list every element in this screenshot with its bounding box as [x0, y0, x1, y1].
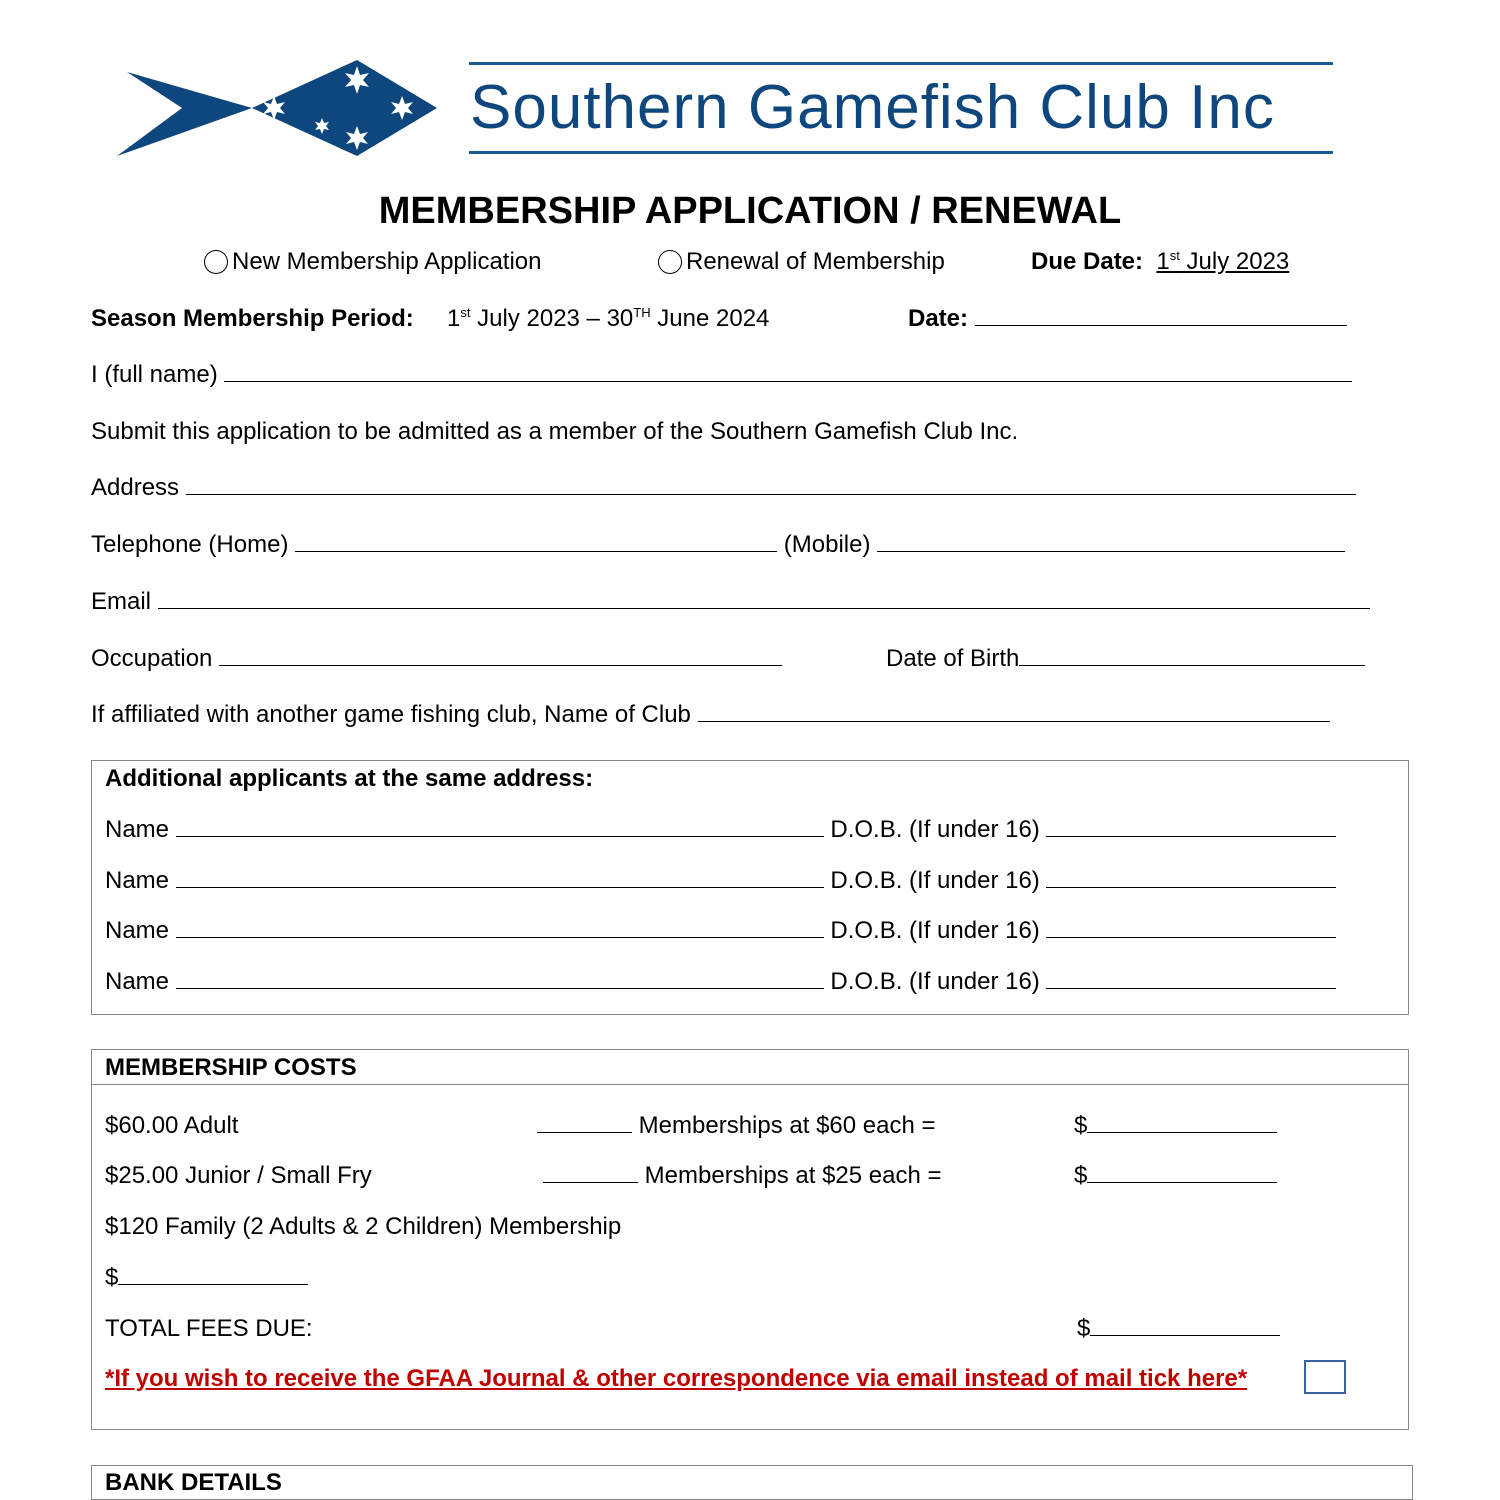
- due-date: [1031, 248, 1289, 276]
- family-amount-input[interactable]: [118, 1264, 308, 1285]
- dob-field[interactable]: Date of Birth: [886, 645, 1365, 673]
- date-field[interactable]: [908, 305, 1347, 333]
- additional-row[interactable]: Name D.O.B. (If under 16): [105, 968, 1336, 996]
- junior-qty-input[interactable]: [543, 1162, 638, 1183]
- junior-amount-input[interactable]: [1087, 1162, 1277, 1183]
- email-notice: *If you wish to receive the GFAA Journal & other correspondence via email instead of mail tick here*: [105, 1365, 1248, 1392]
- renewal-label: Renewal of Membership: [686, 248, 945, 275]
- additional-name-input[interactable]: [176, 816, 824, 837]
- family-amount-field[interactable]: $: [105, 1264, 308, 1292]
- due-date-value: 1st July 2023: [1156, 248, 1290, 275]
- family-label: $120 Family (2 Adults & 2 Children) Membership: [105, 1213, 622, 1240]
- brand-name: Southern Gamefish Club Inc: [470, 73, 1275, 142]
- additional-dob-input[interactable]: [1046, 917, 1336, 938]
- total-amount-input[interactable]: [1090, 1315, 1280, 1336]
- tel-home-input[interactable]: [295, 531, 777, 552]
- additional-name-input[interactable]: [176, 917, 824, 938]
- brand-top-rule: [469, 62, 1333, 65]
- address-input[interactable]: [186, 474, 1356, 495]
- tel-home-field[interactable]: Telephone (Home) (Mobile): [91, 531, 1345, 559]
- due-date-label: Due Date:: [1031, 248, 1144, 275]
- junior-qty-field[interactable]: Memberships at $25 each =: [543, 1162, 942, 1190]
- junior-label: $25.00 Junior / Small Fry: [105, 1162, 372, 1189]
- date-label: Date:: [908, 305, 969, 332]
- dob-input[interactable]: [1019, 645, 1365, 666]
- date-input[interactable]: [975, 305, 1347, 326]
- new-membership-radio[interactable]: [204, 250, 228, 274]
- affiliated-club-input[interactable]: [698, 701, 1330, 722]
- additional-dob-input[interactable]: [1046, 867, 1336, 888]
- additional-dob-input[interactable]: [1046, 816, 1336, 837]
- adult-qty-input[interactable]: [537, 1112, 632, 1133]
- full-name-input[interactable]: [224, 361, 1352, 382]
- occupation-input[interactable]: [219, 645, 782, 666]
- new-membership-option[interactable]: [204, 248, 541, 276]
- renewal-radio[interactable]: [658, 250, 682, 274]
- junior-amount-field[interactable]: $: [1074, 1162, 1277, 1190]
- affiliated-field[interactable]: If affiliated with another game fishing club, Name of Club: [91, 701, 1330, 729]
- new-membership-label: New Membership Application: [232, 248, 542, 275]
- additional-name-input[interactable]: [176, 968, 824, 989]
- full-name-field[interactable]: I (full name): [91, 361, 1352, 389]
- costs-heading: MEMBERSHIP COSTS: [105, 1054, 357, 1081]
- additional-row[interactable]: Name D.O.B. (If under 16): [105, 867, 1336, 895]
- email-correspondence-checkbox[interactable]: [1304, 1360, 1346, 1394]
- adult-amount-field[interactable]: $: [1074, 1112, 1277, 1140]
- bank-heading: BANK DETAILS: [105, 1469, 282, 1496]
- brand-bottom-rule: [469, 151, 1333, 154]
- additional-row[interactable]: Name D.O.B. (If under 16): [105, 917, 1336, 945]
- additional-dob-input[interactable]: [1046, 968, 1336, 989]
- tel-mobile-input[interactable]: [877, 531, 1345, 552]
- renewal-option[interactable]: [658, 248, 945, 276]
- email-input[interactable]: [158, 588, 1370, 609]
- submit-text: Submit this application to be admitted as a member of the Southern Gamefish Club Inc.: [91, 418, 1019, 445]
- email-field[interactable]: Email: [91, 588, 1370, 616]
- fish-logo-icon: [112, 56, 442, 160]
- adult-amount-input[interactable]: [1087, 1112, 1277, 1133]
- total-amount-field[interactable]: $: [1077, 1315, 1280, 1343]
- additional-heading: Additional applicants at the same address:: [105, 765, 594, 792]
- address-field[interactable]: Address: [91, 474, 1356, 502]
- adult-qty-field[interactable]: Memberships at $60 each =: [537, 1112, 936, 1140]
- bank-details-section: [91, 1465, 1413, 1500]
- adult-label: $60.00 Adult: [105, 1112, 239, 1139]
- total-label: TOTAL FEES DUE:: [105, 1315, 313, 1342]
- page-title: MEMBERSHIP APPLICATION / RENEWAL: [378, 190, 1122, 232]
- occupation-field[interactable]: Occupation: [91, 645, 782, 673]
- season-period: 1st July 2023 – 30TH June 2024: [447, 305, 770, 332]
- season-label: Season Membership Period:: [91, 305, 414, 332]
- additional-name-input[interactable]: [176, 867, 824, 888]
- additional-row[interactable]: Name D.O.B. (If under 16): [105, 816, 1336, 844]
